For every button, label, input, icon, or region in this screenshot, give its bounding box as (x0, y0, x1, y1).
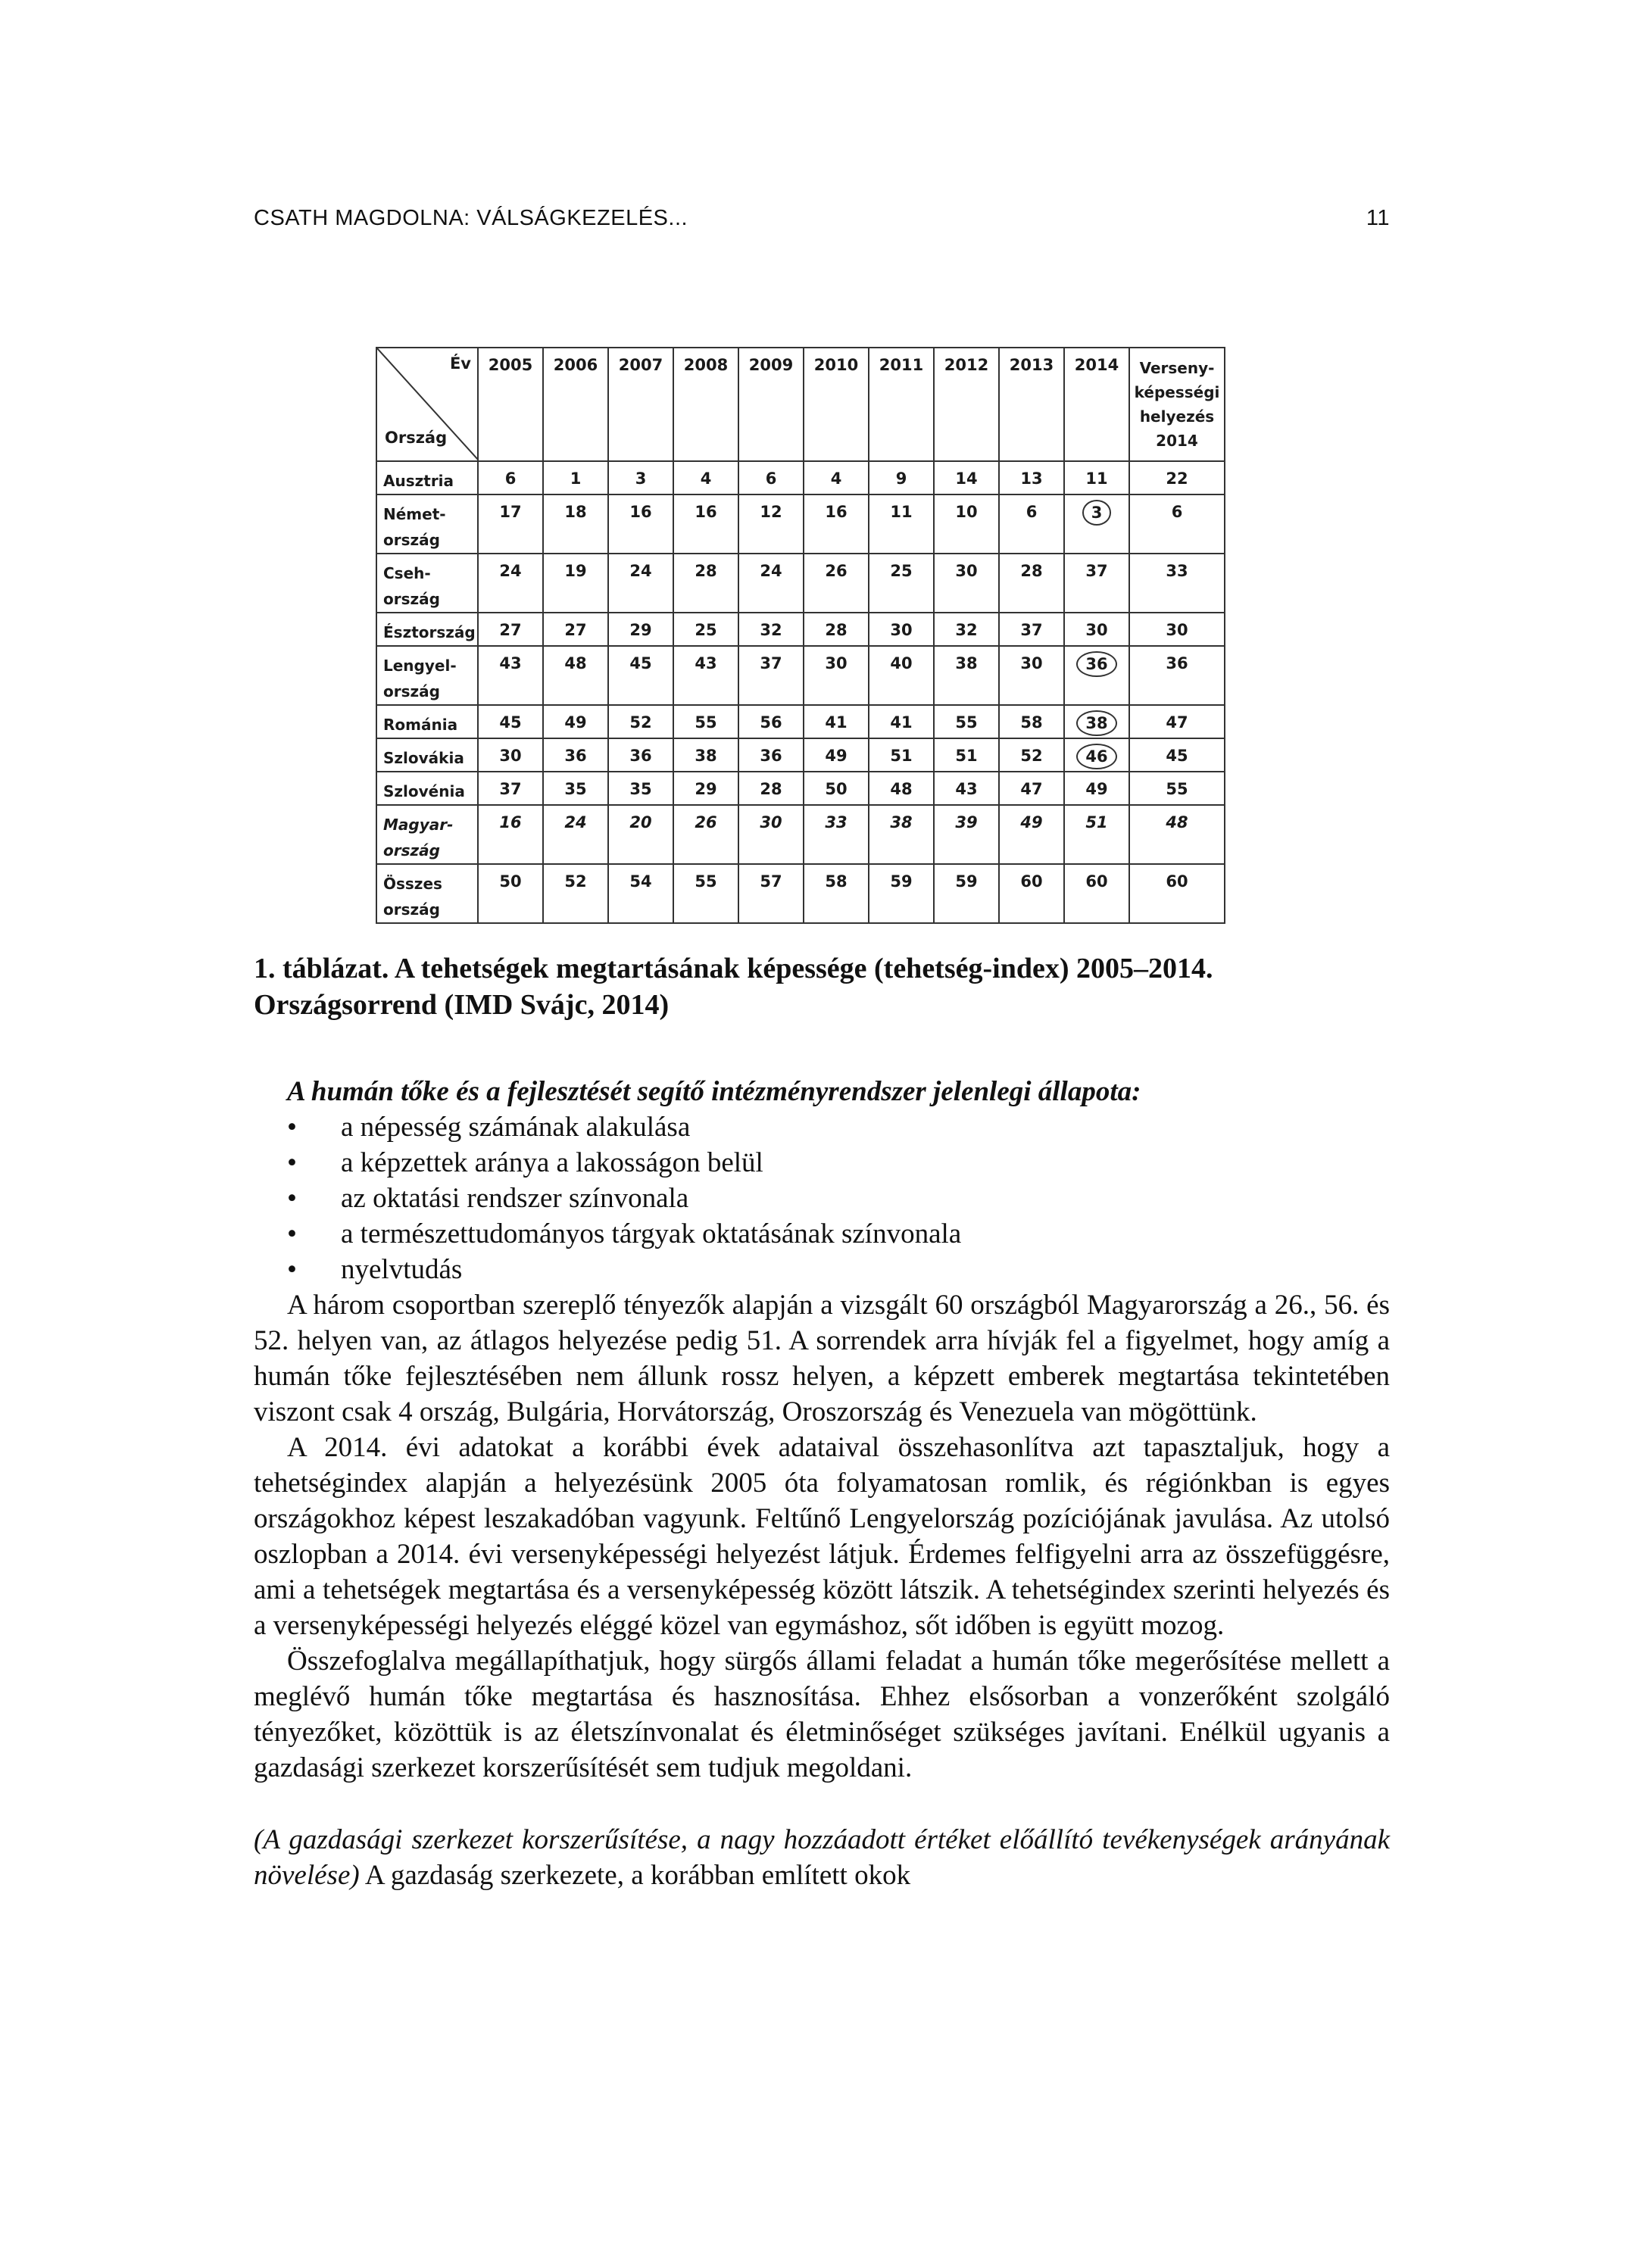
year-header: 2005 (478, 348, 543, 461)
rank-cell: 37 (1064, 554, 1129, 613)
rank-cell (1064, 494, 1129, 554)
rank-cell: 60 (1064, 864, 1129, 923)
country-cell: Cseh- ország (376, 554, 478, 613)
year-header: 2014 (1064, 348, 1129, 461)
rank-cell: 16 (673, 494, 738, 554)
rank-cell: 43 (478, 646, 543, 705)
rank-cell: 6 (478, 461, 543, 494)
bullet-item (254, 1145, 1390, 1181)
rank-cell: 24 (738, 554, 804, 613)
rank-cell: 18 (543, 494, 608, 554)
rank-cell: 37 (738, 646, 804, 705)
rank-cell: 24 (478, 554, 543, 613)
table-row (376, 646, 1225, 705)
competitiveness-cell: 45 (1129, 738, 1225, 772)
rank-cell: 29 (673, 772, 738, 805)
competitiveness-cell: 36 (1129, 646, 1225, 705)
table-body (376, 461, 1225, 923)
rank-cell: 14 (934, 461, 999, 494)
rank-cell: 47 (999, 772, 1064, 805)
bullet-text: nyelvtudás (341, 1254, 463, 1285)
country-cell: Észtország (376, 613, 478, 646)
rank-cell: 50 (478, 864, 543, 923)
rank-cell: 30 (999, 646, 1064, 705)
rank-cell: 45 (608, 646, 673, 705)
table-row (376, 738, 1225, 772)
talent-index-table (376, 347, 1225, 924)
rank-cell: 16 (804, 494, 869, 554)
rank-cell: 27 (478, 613, 543, 646)
year-header: 2011 (869, 348, 934, 461)
rank-cell: 28 (673, 554, 738, 613)
rank-cell: 49 (543, 705, 608, 738)
rank-cell: 36 (738, 738, 804, 772)
rank-cell: 30 (738, 805, 804, 864)
rank-cell: 16 (608, 494, 673, 554)
table-row (376, 864, 1225, 923)
rank-cell: 27 (543, 613, 608, 646)
rank-cell: 41 (804, 705, 869, 738)
competitiveness-cell: 6 (1129, 494, 1225, 554)
rank-cell (1064, 705, 1129, 738)
paragraph (254, 1822, 1390, 1893)
rank-cell: 40 (869, 646, 934, 705)
table-row (376, 705, 1225, 738)
bullet-marker: • (287, 1112, 297, 1143)
rank-cell: 35 (543, 772, 608, 805)
rank-cell: 51 (1064, 805, 1129, 864)
rank-cell: 55 (934, 705, 999, 738)
corner-cell (376, 348, 478, 461)
rank-cell: 41 (869, 705, 934, 738)
rank-cell: 11 (1064, 461, 1129, 494)
rank-cell: 30 (869, 613, 934, 646)
rank-cell: 1 (543, 461, 608, 494)
rank-cell: 29 (608, 613, 673, 646)
paragraph: Összefoglalva megállapíthatjuk, hogy sürgős állami feladat a humán tőke megerősítése mellett a meglévő humán tőke megtartása és hasznosítása. Ehhez elsősorban a vonzerőként szolgáló tényezőket, közöttük is az életszínvonalat és életminőséget szükséges javítani. Enélkül ugyanis a gazdasági szerkezet korszerűsítését sem tudjuk megoldani. (254, 1646, 1390, 1783)
country-cell: Szlovákia (376, 738, 478, 772)
rank-cell: 10 (934, 494, 999, 554)
italic-lead: (A gazdasági szerkezet korszerűsítése, a nagy hozzáadott értéket előállító tevékenységek arányának növelése) (254, 1824, 1390, 1891)
rank-cell: 59 (934, 864, 999, 923)
caption-line-1: 1. táblázat. A tehetségek megtartásának képessége (tehetség-index) 2005–2014. (254, 953, 1213, 984)
year-header: 2012 (934, 348, 999, 461)
year-header: 2010 (804, 348, 869, 461)
rank-cell: 12 (738, 494, 804, 554)
bullet-item (254, 1181, 1390, 1216)
bullet-text: a természettudományos tárgyak oktatásának színvonala (341, 1218, 962, 1249)
country-cell: Összes ország (376, 864, 478, 923)
rank-cell: 38 (869, 805, 934, 864)
year-header: 2007 (608, 348, 673, 461)
rank-cell: 37 (478, 772, 543, 805)
rank-cell: 43 (673, 646, 738, 705)
table-caption (254, 950, 1390, 1023)
bullet-text: a képzettek aránya a lakosságon belül (341, 1147, 763, 1178)
rank-cell: 51 (934, 738, 999, 772)
table-row (376, 554, 1225, 613)
rank-cell: 11 (869, 494, 934, 554)
bullet-item (254, 1109, 1390, 1145)
year-header: 2009 (738, 348, 804, 461)
running-title: CSATH MAGDOLNA: VÁLSÁGKEZELÉS... (254, 206, 688, 230)
country-cell: Lengyel- ország (376, 646, 478, 705)
rank-cell: 55 (673, 864, 738, 923)
rank-cell: 52 (543, 864, 608, 923)
rank-cell: 28 (804, 613, 869, 646)
country-cell: Románia (376, 705, 478, 738)
rank-cell: 32 (738, 613, 804, 646)
table-header-row (376, 348, 1225, 461)
competitiveness-header: Verseny- képességi helyezés 2014 (1129, 348, 1225, 461)
rank-cell: 25 (673, 613, 738, 646)
competitiveness-cell: 47 (1129, 705, 1225, 738)
rank-cell: 26 (673, 805, 738, 864)
year-header: 2006 (543, 348, 608, 461)
competitiveness-cell: 60 (1129, 864, 1225, 923)
rank-cell: 35 (608, 772, 673, 805)
rank-cell: 36 (543, 738, 608, 772)
rank-cell: 17 (478, 494, 543, 554)
rank-cell: 39 (934, 805, 999, 864)
rank-cell: 43 (934, 772, 999, 805)
bullet-marker: • (287, 1218, 297, 1249)
rank-cell: 49 (999, 805, 1064, 864)
table-row (376, 461, 1225, 494)
rank-cell: 24 (543, 805, 608, 864)
competitiveness-cell: 22 (1129, 461, 1225, 494)
rank-cell: 57 (738, 864, 804, 923)
rank-cell: 3 (608, 461, 673, 494)
rank-cell: 6 (999, 494, 1064, 554)
circled-rank: 36 (1076, 651, 1116, 677)
rank-cell: 54 (608, 864, 673, 923)
rank-cell: 37 (999, 613, 1064, 646)
rank-cell: 20 (608, 805, 673, 864)
country-cell: Német- ország (376, 494, 478, 554)
rank-cell: 32 (934, 613, 999, 646)
bullet-marker: • (287, 1183, 297, 1214)
body-text (254, 1074, 1390, 1893)
rank-cell: 36 (608, 738, 673, 772)
rank-cell: 38 (934, 646, 999, 705)
country-cell: Ausztria (376, 461, 478, 494)
section-subheading: A humán tőke és a fejlesztését segítő intézményrendszer jelenlegi állapota: (287, 1076, 1141, 1107)
talent-index-table-wrapper (376, 347, 1224, 924)
year-header: 2008 (673, 348, 738, 461)
rank-cell: 52 (999, 738, 1064, 772)
rank-cell: 30 (478, 738, 543, 772)
rank-cell: 48 (869, 772, 934, 805)
rank-cell: 16 (478, 805, 543, 864)
competitiveness-cell: 48 (1129, 805, 1225, 864)
rank-cell: 4 (804, 461, 869, 494)
rank-cell: 13 (999, 461, 1064, 494)
rank-cell: 9 (869, 461, 934, 494)
rank-cell: 24 (608, 554, 673, 613)
rank-cell: 49 (804, 738, 869, 772)
bullet-text: az oktatási rendszer színvonala (341, 1183, 689, 1214)
rank-cell: 52 (608, 705, 673, 738)
rank-cell: 6 (738, 461, 804, 494)
table-row (376, 772, 1225, 805)
circled-rank: 46 (1076, 744, 1116, 769)
rank-cell: 25 (869, 554, 934, 613)
rank-cell: 48 (543, 646, 608, 705)
rank-cell: 45 (478, 705, 543, 738)
caption-line-2: Országsorrend (IMD Svájc, 2014) (254, 989, 670, 1021)
paragraph: A 2014. évi adatokat a korábbi évek adataival összehasonlítva azt tapasztaljuk, hogy a tehetségindex alapján a helyezésünk 2005 óta folyamatosan romlik, és régiónkban is egyes országokhoz képest leszakadóban vagyunk. Feltűnő Lengyelország pozíciójának javulása. Az utolsó oszlopban a 2014. évi versenyképességi helyezést látjuk. Érdemes felfigyelni arra az összefüggésre, ami a tehetségek megtartása és a versenyképesség között látszik. A tehetségindex szerinti helyezés és a versenyképességi helyezés eléggé közel van egymáshoz, sőt időben is együtt mozog. (254, 1432, 1390, 1641)
rank-cell (1064, 738, 1129, 772)
paragraph: A három csoportban szereplő tényezők alapján a vizsgált 60 országból Magyarország a 26., 56. és 52. helyen van, az átlagos helyezése pedig 51. A sorrendek arra hívják fel a figyelmet, hogy amíg a humán tőke fejlesztésében nem állunk rossz helyen, a képzett emberek megtartása tekintetében viszont csak 4 ország, Bulgária, Horvátország, Oroszország és Venezuela van mögöttünk. (254, 1290, 1390, 1427)
year-header: 2013 (999, 348, 1064, 461)
page-number: 11 (1366, 206, 1390, 230)
paragraph-continuation: A gazdaság szerkezete, a korábban említett okok (359, 1860, 911, 1891)
rank-cell: 30 (934, 554, 999, 613)
bullet-item (254, 1216, 1390, 1252)
rank-cell: 4 (673, 461, 738, 494)
circled-rank: 3 (1082, 500, 1112, 526)
rank-cell: 28 (738, 772, 804, 805)
bullet-marker: • (287, 1147, 297, 1178)
table-row (376, 805, 1225, 864)
country-cell: Magyar- ország (376, 805, 478, 864)
rank-cell: 51 (869, 738, 934, 772)
running-header (254, 206, 1390, 236)
rank-cell: 50 (804, 772, 869, 805)
rank-cell: 59 (869, 864, 934, 923)
rank-cell: 60 (999, 864, 1064, 923)
rank-cell: 56 (738, 705, 804, 738)
rank-cell: 26 (804, 554, 869, 613)
bullet-marker: • (287, 1254, 297, 1285)
corner-year-label: Év (449, 354, 471, 373)
rank-cell: 55 (673, 705, 738, 738)
rank-cell: 38 (673, 738, 738, 772)
rank-cell: 49 (1064, 772, 1129, 805)
rank-cell: 30 (1064, 613, 1129, 646)
rank-cell: 58 (804, 864, 869, 923)
bullet-list (254, 1109, 1390, 1287)
corner-country-label: Ország (385, 429, 448, 447)
rank-cell: 19 (543, 554, 608, 613)
table-row (376, 494, 1225, 554)
rank-cell: 58 (999, 705, 1064, 738)
competitiveness-cell: 55 (1129, 772, 1225, 805)
competitiveness-cell: 33 (1129, 554, 1225, 613)
country-cell: Szlovénia (376, 772, 478, 805)
rank-cell (1064, 646, 1129, 705)
rank-cell: 30 (804, 646, 869, 705)
circled-rank: 38 (1076, 710, 1116, 736)
bullet-item (254, 1252, 1390, 1287)
competitiveness-cell: 30 (1129, 613, 1225, 646)
rank-cell: 33 (804, 805, 869, 864)
paragraph-gap (254, 1786, 1390, 1822)
rank-cell: 28 (999, 554, 1064, 613)
table-row (376, 613, 1225, 646)
bullet-text: a népesség számának alakulása (341, 1112, 691, 1143)
